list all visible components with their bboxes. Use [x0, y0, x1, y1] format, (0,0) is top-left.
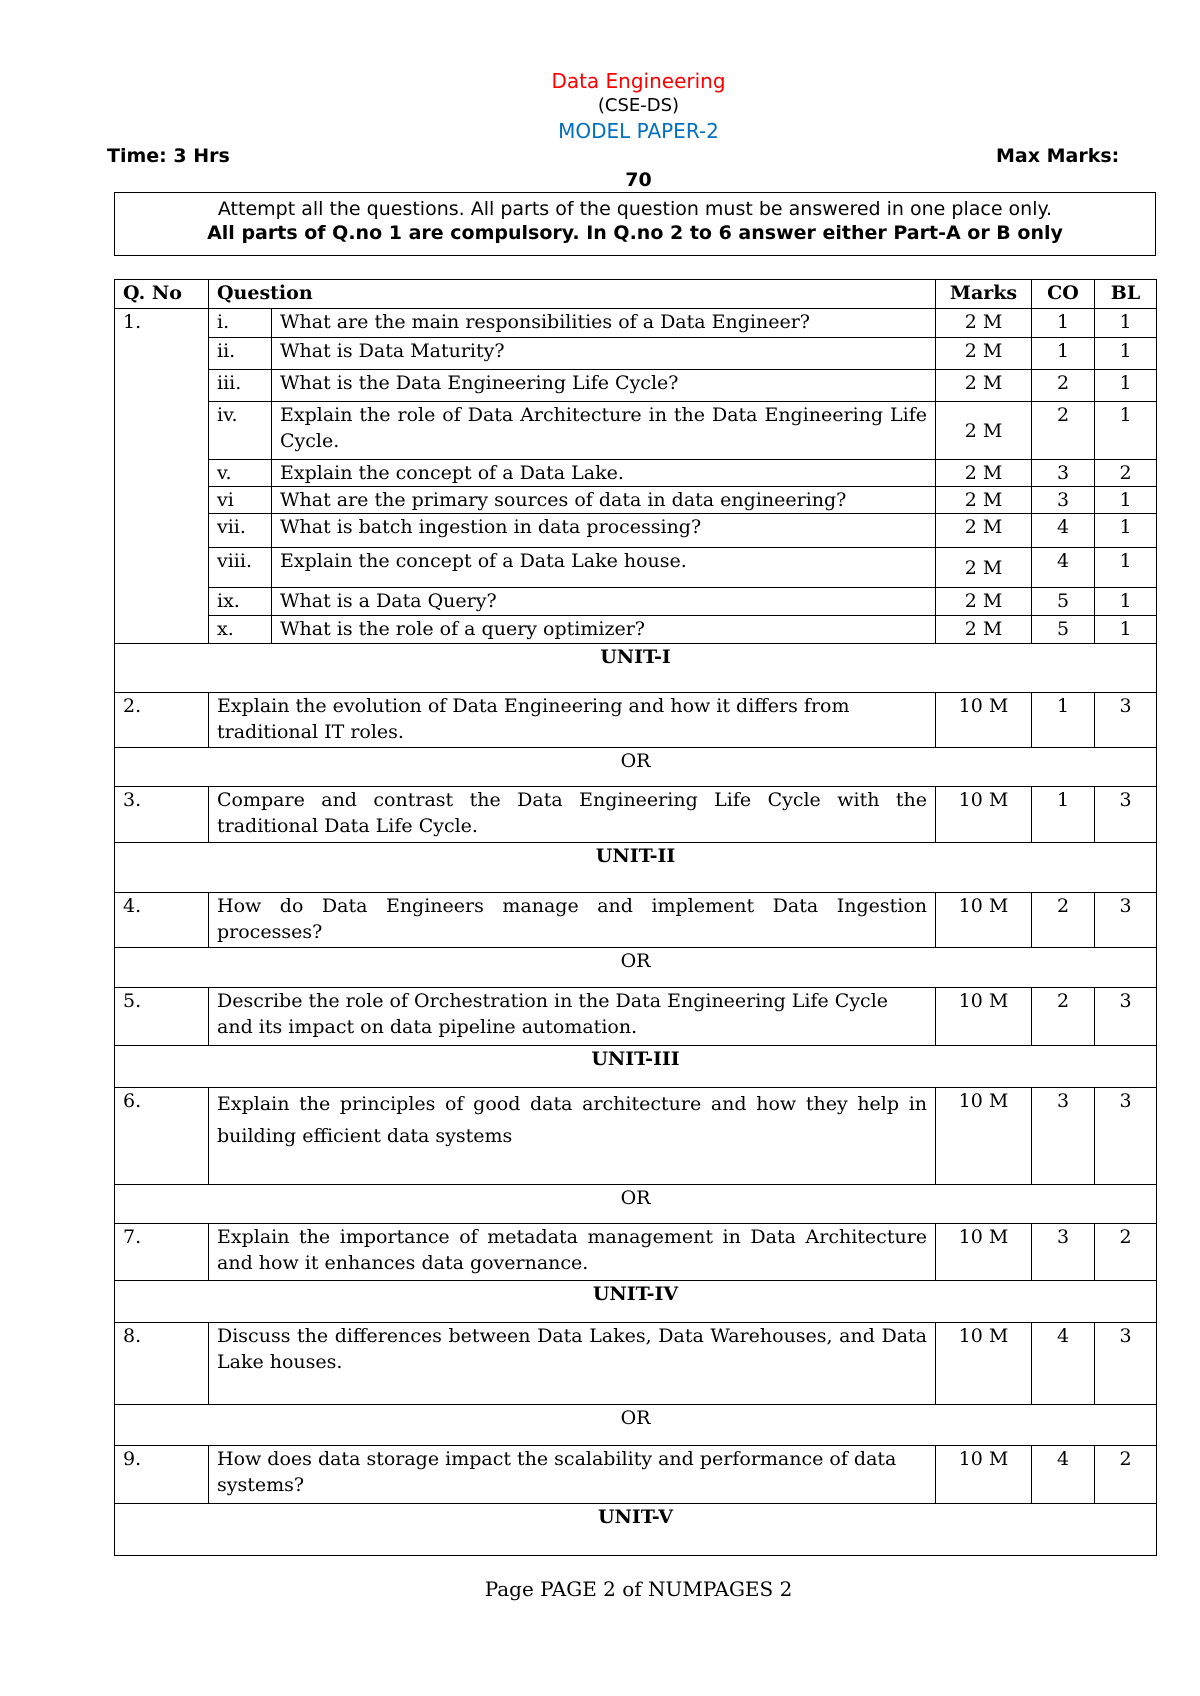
co-value: 3	[1032, 1088, 1095, 1185]
unit-heading: UNIT-IV	[115, 1281, 1157, 1323]
question-text: What is Data Maturity?	[272, 338, 936, 370]
sub-number: v.	[209, 460, 272, 487]
bl-value: 1	[1095, 309, 1157, 338]
question-text: What is the role of a query optimizer?	[272, 616, 936, 644]
table-row	[115, 1323, 1157, 1405]
question-text: What are the main responsibilities of a Data Engineer?	[272, 309, 936, 338]
question-text: What are the primary sources of data in data engineering?	[272, 487, 936, 514]
question-number: 9.	[115, 1446, 209, 1504]
unit-row	[115, 1046, 1157, 1088]
marks-value: 10 M	[936, 787, 1032, 843]
question-text: How does data storage impact the scalability and performance of data systems?	[209, 1446, 936, 1504]
marks-value: 10 M	[936, 1224, 1032, 1281]
marks-value: 2 M	[936, 548, 1032, 588]
sub-number: x.	[209, 616, 272, 644]
marks-value: 2 M	[936, 338, 1032, 370]
unit-heading: UNIT-II	[115, 843, 1157, 893]
co-value: 5	[1032, 588, 1095, 616]
unit-row	[115, 1281, 1157, 1323]
header-marks: Marks	[936, 280, 1032, 309]
bl-value: 1	[1095, 487, 1157, 514]
co-value: 4	[1032, 1323, 1095, 1405]
bl-value: 3	[1095, 787, 1157, 843]
co-value: 3	[1032, 487, 1095, 514]
table-row	[115, 514, 1157, 548]
bl-value: 1	[1095, 548, 1157, 588]
marks-value: 2 M	[936, 402, 1032, 460]
department: (CSE-DS)	[597, 95, 680, 116]
table-row	[115, 616, 1157, 644]
co-value: 2	[1032, 402, 1095, 460]
co-value: 1	[1032, 693, 1095, 748]
unit-row	[115, 1504, 1157, 1556]
paper-title: Data Engineering	[551, 69, 726, 93]
unit-row	[115, 843, 1157, 893]
bl-value: 3	[1095, 988, 1157, 1046]
table-row	[115, 370, 1157, 402]
marks-value: 10 M	[936, 1323, 1032, 1405]
co-value: 1	[1032, 338, 1095, 370]
bl-value: 1	[1095, 514, 1157, 548]
marks-value: 10 M	[936, 1088, 1032, 1185]
marks-value: 2 M	[936, 514, 1032, 548]
bl-value: 2	[1095, 1224, 1157, 1281]
question-text: What is a Data Query?	[272, 588, 936, 616]
question-text: Explain the evolution of Data Engineering and how it differs from traditional IT roles.	[209, 693, 936, 748]
question-text: Compare and contrast the Data Engineering Life Cycle with the traditional Data Life Cycle.	[209, 787, 936, 843]
co-value: 3	[1032, 1224, 1095, 1281]
sub-number: vi	[209, 487, 272, 514]
marks-value: 10 M	[936, 893, 1032, 948]
or-label: OR	[115, 1405, 1157, 1446]
header-question: Question	[209, 280, 936, 309]
question-number: 5.	[115, 988, 209, 1046]
marks-value: 2 M	[936, 309, 1032, 338]
q1-number: 1.	[115, 309, 209, 644]
sub-number: ii.	[209, 338, 272, 370]
question-text: Explain the role of Data Architecture in the Data Engineering Life Cycle.	[272, 402, 936, 460]
question-text: Explain the principles of good data architecture and how they help in building efficient data systems	[209, 1088, 936, 1185]
table-row	[115, 487, 1157, 514]
co-value: 5	[1032, 616, 1095, 644]
instructions-box	[114, 192, 1156, 256]
question-number: 2.	[115, 693, 209, 748]
table-row	[115, 402, 1157, 460]
table-row	[115, 787, 1157, 843]
question-text: Discuss the differences between Data Lakes, Data Warehouses, and Data Lake houses.	[209, 1323, 936, 1405]
bl-value: 1	[1095, 616, 1157, 644]
question-number: 4.	[115, 893, 209, 948]
or-row	[115, 948, 1157, 988]
co-value: 4	[1032, 548, 1095, 588]
model-paper-label: MODEL PAPER-2	[558, 119, 719, 143]
co-value: 2	[1032, 893, 1095, 948]
or-row	[115, 748, 1157, 787]
co-value: 2	[1032, 988, 1095, 1046]
table-row	[115, 548, 1157, 588]
time-label: Time: 3 Hrs	[107, 145, 230, 167]
instruction-general: Attempt all the questions. All parts of the question must be answered in one place only.	[217, 198, 1053, 220]
marks-value: 2 M	[936, 460, 1032, 487]
bl-value: 1	[1095, 588, 1157, 616]
marks-value: 2 M	[936, 616, 1032, 644]
marks-value: 2 M	[936, 370, 1032, 402]
bl-value: 3	[1095, 893, 1157, 948]
unit-heading: UNIT-V	[115, 1504, 1157, 1556]
sub-number: iv.	[209, 402, 272, 460]
sub-number: vii.	[209, 514, 272, 548]
or-label: OR	[115, 1185, 1157, 1224]
table-header-row	[115, 280, 1157, 309]
marks-value: 10 M	[936, 988, 1032, 1046]
question-number: 7.	[115, 1224, 209, 1281]
table-row	[115, 1446, 1157, 1504]
max-marks-value: 70	[625, 169, 652, 191]
bl-value: 1	[1095, 338, 1157, 370]
co-value: 1	[1032, 309, 1095, 338]
sub-number: iii.	[209, 370, 272, 402]
bl-value: 3	[1095, 1088, 1157, 1185]
table-row	[115, 460, 1157, 487]
max-marks-label: Max Marks:	[996, 145, 1120, 167]
marks-value: 2 M	[936, 588, 1032, 616]
marks-value: 10 M	[936, 693, 1032, 748]
question-text: Describe the role of Orchestration in the Data Engineering Life Cycle and its impact on data pipeline automation.	[209, 988, 936, 1046]
table-row	[115, 893, 1157, 948]
marks-value: 2 M	[936, 487, 1032, 514]
bl-value: 2	[1095, 460, 1157, 487]
question-text: What is batch ingestion in data processing?	[272, 514, 936, 548]
question-text: Explain the concept of a Data Lake house.	[272, 548, 936, 588]
question-text: How do Data Engineers manage and implement Data Ingestion processes?	[209, 893, 936, 948]
co-value: 3	[1032, 460, 1095, 487]
page-footer: Page PAGE 2 of NUMPAGES 2	[484, 1577, 793, 1601]
bl-value: 3	[1095, 1323, 1157, 1405]
bl-value: 1	[1095, 402, 1157, 460]
question-number: 6.	[115, 1088, 209, 1185]
header-qno: Q. No	[115, 280, 209, 309]
bl-value: 2	[1095, 1446, 1157, 1504]
sub-number: ix.	[209, 588, 272, 616]
co-value: 4	[1032, 514, 1095, 548]
question-text: Explain the importance of metadata management in Data Architecture and how it enhances data governance.	[209, 1224, 936, 1281]
table-row	[115, 1224, 1157, 1281]
or-row	[115, 1405, 1157, 1446]
question-number: 8.	[115, 1323, 209, 1405]
table-row	[115, 338, 1157, 370]
or-label: OR	[115, 748, 1157, 787]
co-value: 1	[1032, 787, 1095, 843]
header-bl: BL	[1095, 280, 1157, 309]
table-row	[115, 1088, 1157, 1185]
table-row	[115, 309, 1157, 338]
question-number: 3.	[115, 787, 209, 843]
or-row	[115, 1185, 1157, 1224]
unit-heading: UNIT-III	[115, 1046, 1157, 1088]
question-table	[114, 279, 1157, 1556]
question-text: Explain the concept of a Data Lake.	[272, 460, 936, 487]
unit-row	[115, 644, 1157, 693]
header-co: CO	[1032, 280, 1095, 309]
unit-heading: UNIT-I	[115, 644, 1157, 693]
bl-value: 1	[1095, 370, 1157, 402]
bl-value: 3	[1095, 693, 1157, 748]
instruction-compulsory: All parts of Q.no 1 are compulsory. In Q.no 2 to 6 answer either Part-A or B only	[207, 222, 1063, 244]
table-row	[115, 693, 1157, 748]
table-row	[115, 988, 1157, 1046]
sub-number: i.	[209, 309, 272, 338]
or-label: OR	[115, 948, 1157, 988]
question-text: What is the Data Engineering Life Cycle?	[272, 370, 936, 402]
co-value: 4	[1032, 1446, 1095, 1504]
co-value: 2	[1032, 370, 1095, 402]
sub-number: viii.	[209, 548, 272, 588]
marks-value: 10 M	[936, 1446, 1032, 1504]
table-row	[115, 588, 1157, 616]
